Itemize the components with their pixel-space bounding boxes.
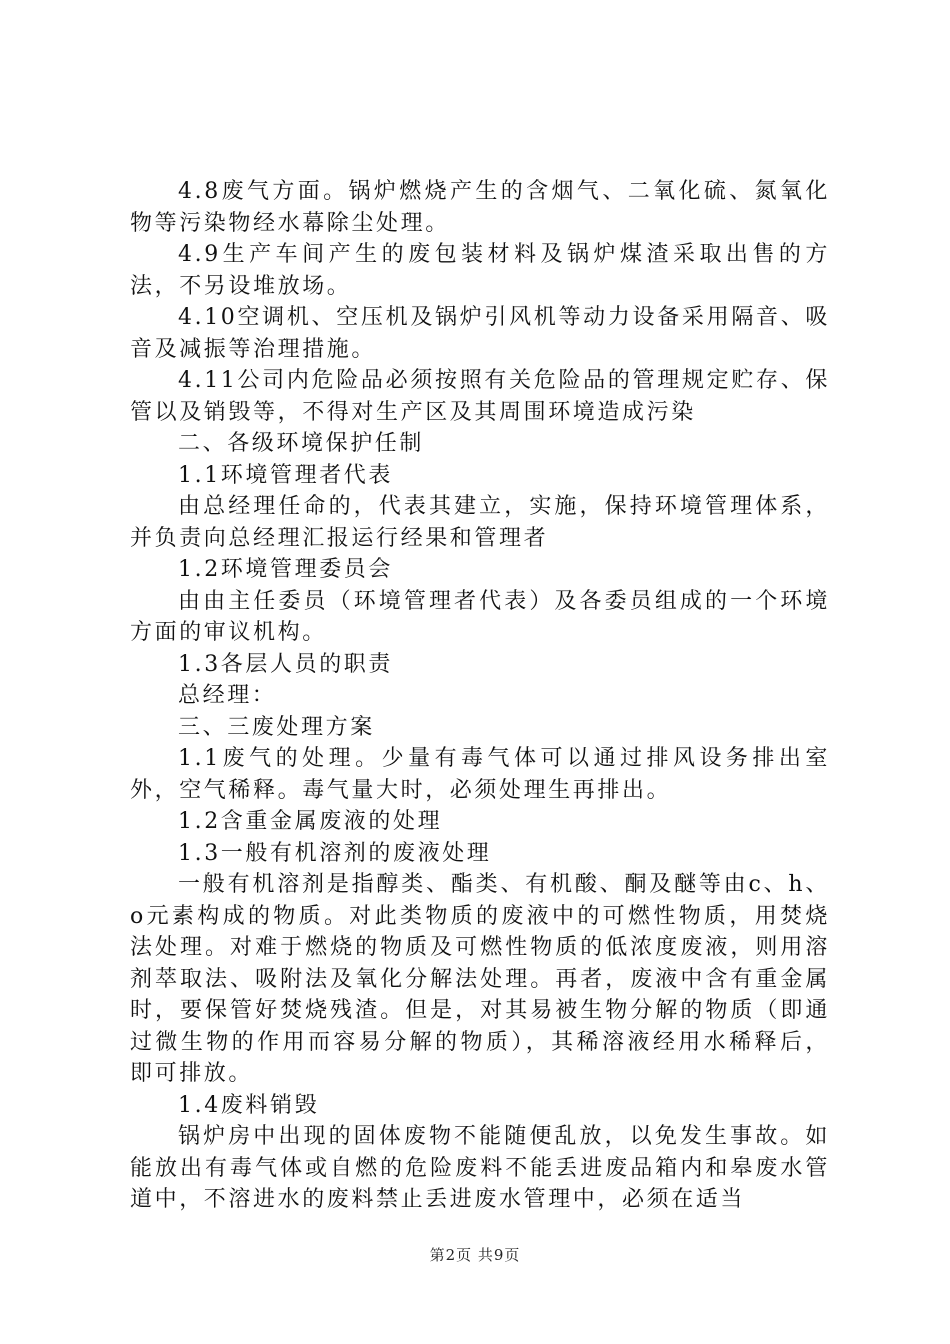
paragraph-4-10: 4.10空调机、空压机及锅炉引风机等动力设备采用隔音、吸音及减振等治理措施。 (130, 305, 830, 362)
paragraph-general-manager: 总经理： (178, 683, 277, 708)
paragraph-4-8: 4.8废气方面。锅炉燃烧产生的含烟气、二氧化硫、氮氧化物等污染物经水幕除尘处理。 (130, 179, 830, 236)
paragraph-organic-solvent: 一般有机溶剂是指醇类、酯类、有机酸、酮及醚等由c、h、o元素构成的物质。对此类物质的废液中的可燃性物质，用焚烧法处理。对难于燃烧的物质及可燃性物质的低浓度废液，则用溶剂萃取法、吸附法及氧化分解法处理。再者，废液中含有重金属时，要保管好焚烧残渣。但是，对其易被生物分解的物质（即通过微生物的作用而容易分解的物质），其稀溶液经用水稀释后，即可排放。 (130, 872, 830, 1086)
section-heading-2: 二、各级环境保护任制 (178, 431, 425, 456)
paragraph-committee: 由由主任委员（环境管理者代表）及各委员组成的一个环境方面的审议机构。 (130, 588, 830, 645)
subheading-heavy-metal: 1.2含重金属废液的处理 (178, 809, 443, 834)
document-body (130, 176, 830, 1216)
paragraph-4-9: 4.9生产车间产生的废包装材料及锅炉煤渣采取出售的方法，不另设堆放场。 (130, 242, 830, 299)
subheading-1-1: 1.1环境管理者代表 (178, 462, 393, 488)
paragraph-representative: 由总经理任命的，代表其建立，实施，保持环境管理体系，并负责向总经理汇报运行经果和管理者 (130, 494, 830, 551)
subheading-waste-disposal: 1.4废料销毁 (178, 1092, 320, 1118)
page-number-footer: 第2页 共9页 (429, 1246, 521, 1264)
subheading-organic-solvent: 1.3一般有机溶剂的废液处理 (178, 840, 492, 866)
section-heading-3: 三、三废处理方案 (178, 714, 375, 740)
paragraph-waste-gas: 1.1废气的处理。少量有毒气体可以通过排风设务排出室外，空气稀释。毒气量大时，必须处理生再排出。 (130, 746, 830, 803)
paragraph-waste-disposal: 锅炉房中出现的固体废物不能随便乱放，以免发生事故。如能放出有毒气体或自燃的危险废料不能丢进废品箱内和皋废水管道中，不溶进水的废料禁止丢进废水管理中，必须在适当 (130, 1124, 830, 1212)
paragraph-4-11: 4.11公司内危险品必须按照有关危险品的管理规定贮存、保管以及销毁等，不得对生产区及其周围环境造成污染 (130, 368, 830, 425)
subheading-1-2: 1.2环境管理委员会 (178, 557, 393, 582)
subheading-1-3: 1.3各层人员的职责 (178, 651, 393, 677)
